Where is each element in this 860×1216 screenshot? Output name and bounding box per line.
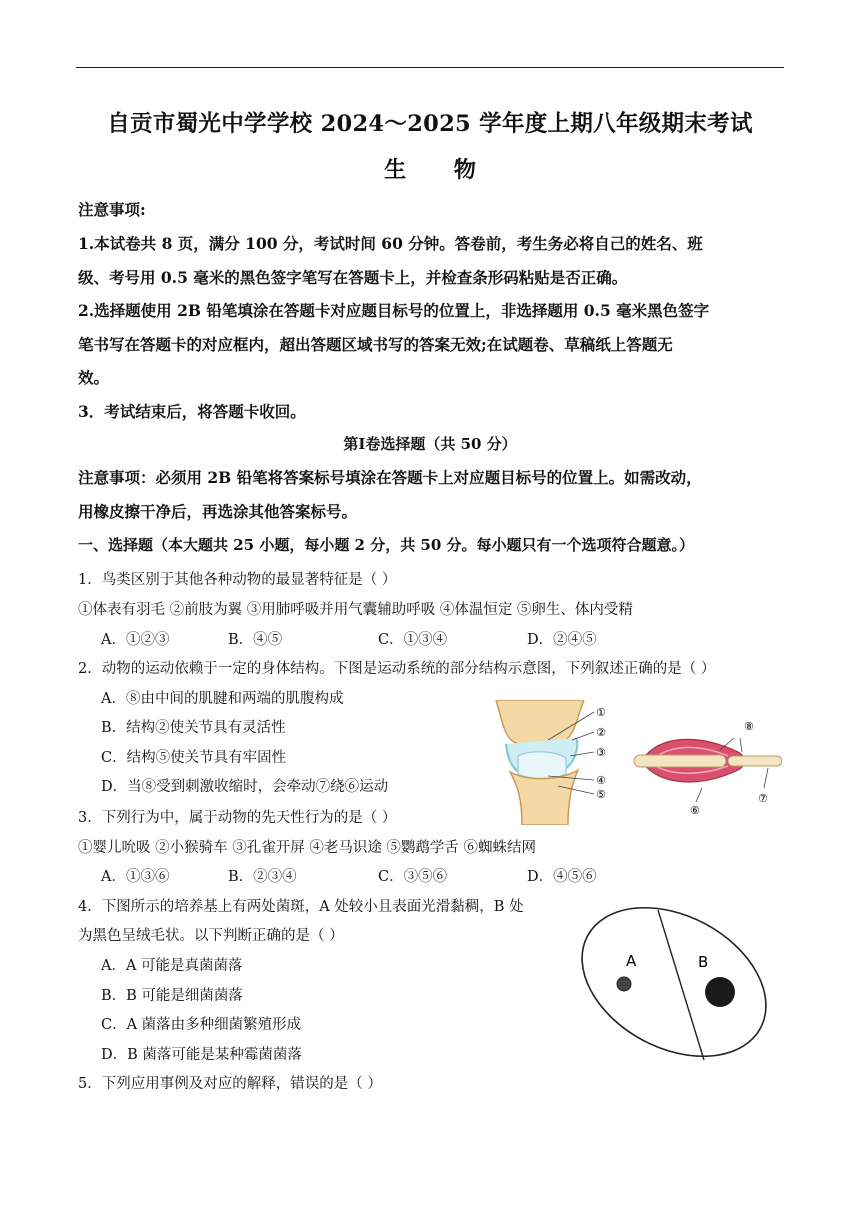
q3-option-d: D．④⑤⑥ [527,869,597,885]
part1-note-line-2: 用橡皮擦干净后，再选涂其他答案标号。 [78,502,358,521]
q1-option-d: D．②④⑤ [527,632,597,648]
note-2-line-2: 笔书写在答题卡的对应框内，超出答题区域书写的答案无效;在试题卷、草稿纸上答题无 [78,335,673,354]
joint-label-4: ④ [596,774,606,787]
joint-label-2: ② [596,726,606,739]
muscle-label-6: ⑥ [690,804,700,817]
joint-label-1: ① [596,706,606,719]
note-3: 3．考试结束后，将答题卡收回。 [78,402,306,421]
q3-option-a: A．①③⑥ [101,869,170,885]
header-rule [76,67,784,68]
q5-stem: 5．下列应用事例及对应的解释，错误的是（ ） [78,1076,382,1092]
q1-stem: 1．鸟类区别于其他各种动物的最显著特征是（ ） [78,572,397,588]
note-1-line-1: 1.本试卷共 8 页，满分 100 分，考试时间 60 分钟。答卷前，考生务必将自己的姓名、班 [78,234,703,253]
joint-label-3: ③ [596,746,606,759]
q2-option-b: B．结构②使关节具有灵活性 [101,720,286,736]
q4-option-c: C．A 菌落由多种细菌繁殖形成 [101,1017,302,1033]
q3-option-c: C．③⑤⑥ [378,869,448,885]
joint-diagram [488,700,618,825]
colony-a-label: A [626,952,637,970]
q2-option-c: C．结构⑤使关节具有牢固性 [101,750,287,766]
part1-note-line-1: 注意事项：必须用 2B 铅笔将答案标号填涂在答题卡上对应题目标号的位置上。如需改动， [78,468,702,487]
exam-title: 自贡市蜀光中学学校 2024～2025 学年度上期八年级期末考试 [107,111,753,137]
part1-heading: 第Ⅰ卷选择题（共 50 分） [343,435,517,453]
q4-option-a: A．A 可能是真菌菌落 [101,958,243,974]
q2-stem: 2．动物的运动依赖于一定的身体结构。下图是运动系统的部分结构示意图，下列叙述正确的是（ ） [78,661,716,677]
q3-items: ①婴儿吮吸 ②小猴骑车 ③孔雀开屏 ④老马识途 ⑤鹦鹉学舌 ⑥蜘蛛结网 [78,840,537,856]
colony-b-label: B [698,953,709,971]
note-2-line-1: 2.选择题使用 2B 铅笔填涂在答题卡对应题目标号的位置上，非选择题用 0.5 毫米黑色签字 [78,301,710,320]
q1-option-c: C．①③④ [378,632,448,648]
notes-heading: 注意事项: [78,200,146,219]
q3-stem: 3．下列行为中，属于动物的先天性行为的是（ ） [78,810,397,826]
q1-items: ①体表有羽毛 ②前肢为翼 ③用肺呼吸并用气囊辅助呼吸 ④体温恒定 ⑤卵生、体内受精 [78,602,633,618]
q2-option-a: A．⑧由中间的肌腱和两端的肌腹构成 [101,691,344,707]
q1-option-a: A．①②③ [101,632,170,648]
subject-title: 生 物 [384,157,476,183]
q3-option-b: B．②③④ [228,869,297,885]
colony-a-spot [617,977,631,991]
joint-label-5: ⑤ [596,788,606,801]
note-1-line-2: 级、考号用 0.5 毫米的黑色签字笔写在答题卡上，并检查条形码粘贴是否正确。 [78,268,628,287]
q2-option-d: D．当⑧受到刺激收缩时，会牵动⑦绕⑥运动 [101,779,389,795]
colony-b-spot [705,977,735,1007]
q1-option-b: B．④⑤ [228,632,283,648]
note-2-line-3: 效。 [78,368,110,387]
section-heading: 一、选择题（本大题共 25 小题，每小题 2 分，共 50 分。每小题只有一个选项符合题意。） [78,536,695,554]
q4-stem-line-2: 为黑色呈绒毛状。以下判断正确的是（ ） [78,928,344,944]
muscle-bone-diagram [630,712,782,824]
bone-label-7: ⑦ [758,792,768,805]
q4-stem-line-1: 4．下图所示的培养基上有两处菌斑，A 处较小且表面光滑黏稠，B 处 [78,899,524,915]
petri-dish-diagram [570,900,780,1065]
q4-option-b: B．B 可能是细菌菌落 [101,988,243,1004]
muscle-label-8: ⑧ [744,720,754,733]
q4-option-d: D．B 菌落可能是某种霉菌菌落 [101,1047,302,1063]
